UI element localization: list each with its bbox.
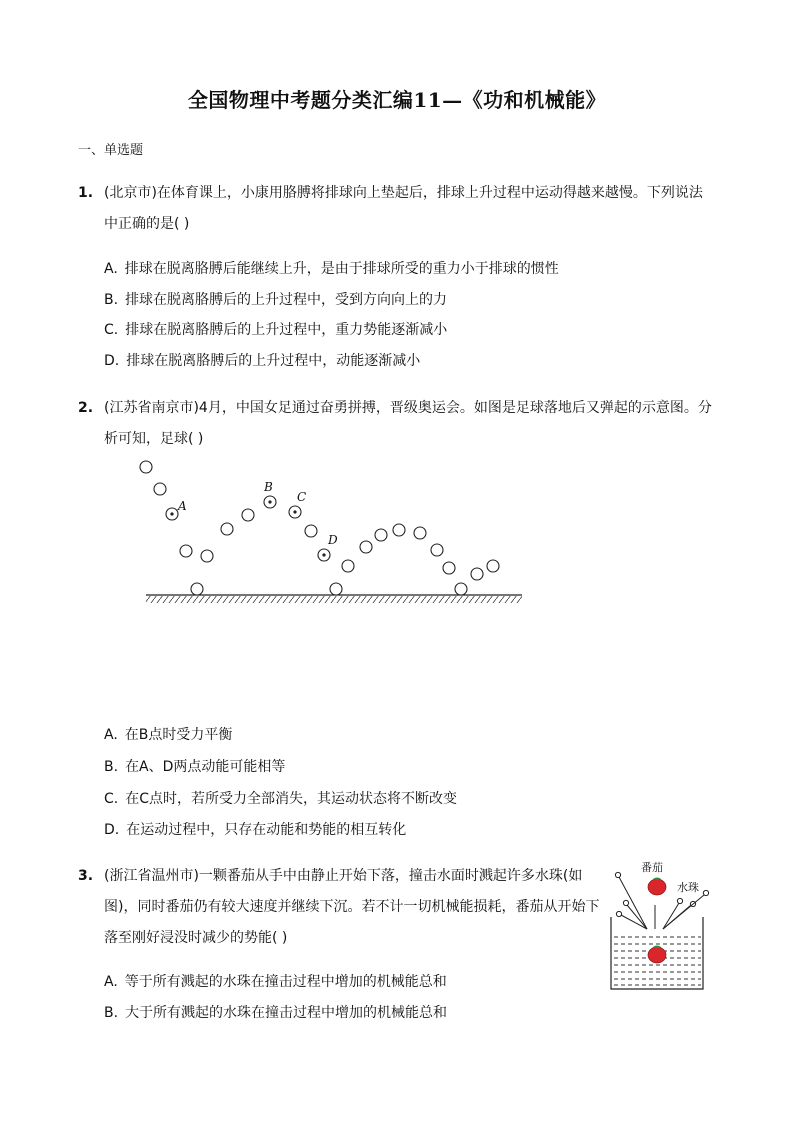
bouncing-ball-figure <box>130 455 530 610</box>
tomato-falling <box>648 878 666 896</box>
label-c: C <box>297 490 307 504</box>
option-3a <box>104 971 447 991</box>
ball <box>140 461 152 473</box>
option-text: 排球在脱离胳膊后的上升过程中，受到方向向上的力 <box>125 292 448 308</box>
label-a: A <box>178 499 187 513</box>
option-3b <box>104 1002 447 1022</box>
ball <box>221 523 233 535</box>
ball <box>455 583 467 595</box>
option-label: B. <box>104 1005 119 1021</box>
ball <box>201 550 213 562</box>
page-title: 全国物理中考题分类汇编11—《功和机械能》 <box>187 88 607 112</box>
option-text: 排球在脱离胳膊后能继续上升，是由于排球所受的重力小于排球的惯性 <box>124 261 559 277</box>
question-stem: (北京市)在体育课上，小康用胳膊将排球向上垫起后，排球上升过程中运动得越来越慢。下列说法中正确的是( ) <box>104 185 703 232</box>
question-stem: (江苏省南京市)4月，中国女足通过奋勇拼搏，晋级奥运会。如图是足球落地后又弹起的示意图。分析可知，足球( ) <box>104 400 712 447</box>
option-text: 在A、D两点动能可能相等 <box>125 759 286 775</box>
ball <box>375 529 387 541</box>
option-text: 大于所有溅起的水珠在撞击过程中增加的机械能总和 <box>125 1005 448 1021</box>
option-2a <box>104 724 232 744</box>
label-d: D <box>328 533 338 547</box>
option-label: C. <box>104 791 119 807</box>
option-label: B. <box>104 292 119 308</box>
option-text: 在B点时受力平衡 <box>124 727 233 743</box>
option-label: A. <box>104 261 118 277</box>
option-1d <box>104 350 420 370</box>
option-label: A. <box>104 727 118 743</box>
ball <box>330 583 342 595</box>
ball <box>443 562 455 574</box>
option-text: 排球在脱离胳膊后的上升过程中，动能逐渐减小 <box>126 353 421 369</box>
ball <box>431 544 443 556</box>
option-2c <box>104 788 457 808</box>
option-text: 等于所有溅起的水珠在撞击过程中增加的机械能总和 <box>124 974 447 990</box>
section-heading: 一、单选题 <box>78 143 144 158</box>
option-label: B. <box>104 759 119 775</box>
ball <box>154 483 166 495</box>
option-1a <box>104 258 559 278</box>
option-1b <box>104 289 447 309</box>
label-tomato: 番茄 <box>641 861 663 874</box>
ball <box>191 583 203 595</box>
question-number: 3. <box>78 868 94 884</box>
option-text: 在运动过程中，只存在动能和势能的相互转化 <box>126 822 407 838</box>
option-text: 在C点时，若所受力全部消失，其运动状态将不断改变 <box>125 791 458 807</box>
ground-hatch <box>146 596 522 603</box>
ball <box>471 568 483 580</box>
question-number: 1. <box>78 185 94 201</box>
option-label: D. <box>104 822 120 838</box>
label-droplet: 水珠 <box>677 881 699 894</box>
label-b: B <box>264 480 273 494</box>
option-1c <box>104 319 447 339</box>
tomato-submerged <box>648 946 666 964</box>
question-number: 2. <box>78 400 94 416</box>
option-label: C. <box>104 322 119 338</box>
ball <box>242 509 254 521</box>
ball <box>393 524 405 536</box>
question-stem: (浙江省温州市)一颗番茄从手中由静止开始下落，撞击水面时溅起许多水珠(如图)，同时番茄仍有较大速度并继续下沉。若不计一切机械能损耗，番茄从开始下落至刚好浸没时减少的势能( ) <box>104 868 600 946</box>
ball <box>305 525 317 537</box>
ball <box>414 527 426 539</box>
ball <box>342 560 354 572</box>
ball <box>487 560 499 572</box>
ball <box>360 541 372 553</box>
option-2b <box>104 756 285 776</box>
tomato-splash-figure <box>605 855 715 995</box>
option-text: 排球在脱离胳膊后的上升过程中，重力势能逐渐减小 <box>125 322 448 338</box>
ball <box>180 545 192 557</box>
option-label: D. <box>104 353 120 369</box>
option-2d <box>104 819 406 839</box>
option-label: A. <box>104 974 118 990</box>
